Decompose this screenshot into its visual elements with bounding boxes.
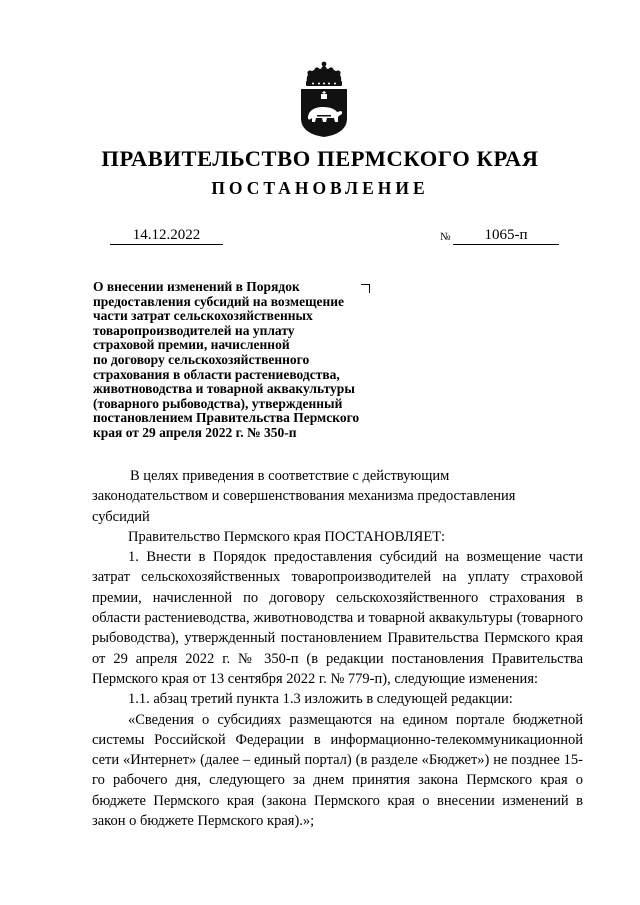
coat-of-arms-icon	[293, 60, 355, 138]
number-label: №	[440, 231, 451, 243]
document-number: 1065-п	[453, 226, 559, 245]
preamble-line: В целях приведения в соответствие с действующим	[130, 468, 450, 484]
document-type: ПОСТАНОВЛЕНИЕ	[211, 178, 429, 198]
subject-line: части затрат сельскохозяйственных	[93, 308, 313, 324]
preamble-line: законодательством и совершенствования механизма предоставления	[92, 488, 516, 505]
subject-line: предоставления субсидий на возмещение	[93, 293, 345, 309]
document-body	[92, 466, 583, 831]
resolves-clause: Правительство Пермского края ПОСТАНОВЛЯЕТ:	[128, 528, 446, 545]
document-subject	[93, 280, 403, 441]
subject-line: края от 29 апреля 2022 г. № 350-п	[93, 424, 297, 440]
subject-line: (товарного рыбоводства), утвержденный	[93, 395, 343, 411]
subject-line: страховой премии, начисленной	[93, 337, 290, 353]
quoted-amendment: «Сведения о субсидиях размещаются на едином портале бюджетной системы Российской Федерации в информационно-телекоммуникационной сети «Интернет» (далее – единый портал) (в разделе «Бюджет») не позднее 15-го рабочего дня, следующего за днем принятия закона Пермского края о бюджете Пермского края (закона Пермского края о внесении изменений в закон о бюджете Пермского края).»;	[92, 711, 583, 830]
item-1-1: 1.1. абзац третий пункта 1.3 изложить в следующей редакции:	[128, 691, 513, 708]
government-title: ПРАВИТЕЛЬСТВО ПЕРМСКОГО КРАЯ	[101, 146, 539, 171]
subject-line: страхования в области растениеводства,	[93, 366, 340, 382]
subject-line: постановлением Правительства Пермского	[93, 410, 360, 426]
subject-line: по договору сельскохозяйственного	[93, 351, 310, 367]
preamble-line: субсидий	[92, 508, 150, 525]
subject-line: товаропроизводителей на уплату	[93, 322, 295, 338]
subject-line: животноводства и товарной аквакультуры	[93, 381, 355, 397]
document-date: 14.12.2022	[110, 226, 223, 245]
item-1: 1. Внести в Порядок предоставления субсидий на возмещение части затрат сельскохозяйственных товаропроизводителей на уплату страховой премии, начисленной по договору сельскохозяйственного страхования в области растениеводства, животноводства и товарной аквакультуры (товарного рыбоводства), утвержденный постановлением Правительства Пермского края от 29 апреля 2022 г. № 350-п (в редакции постановления Правительства Пермского края от 13 сентября 2022 г. № 779-п), следующие изменения:	[92, 549, 583, 687]
subject-line: О внесении изменений в Порядок	[93, 279, 300, 294]
